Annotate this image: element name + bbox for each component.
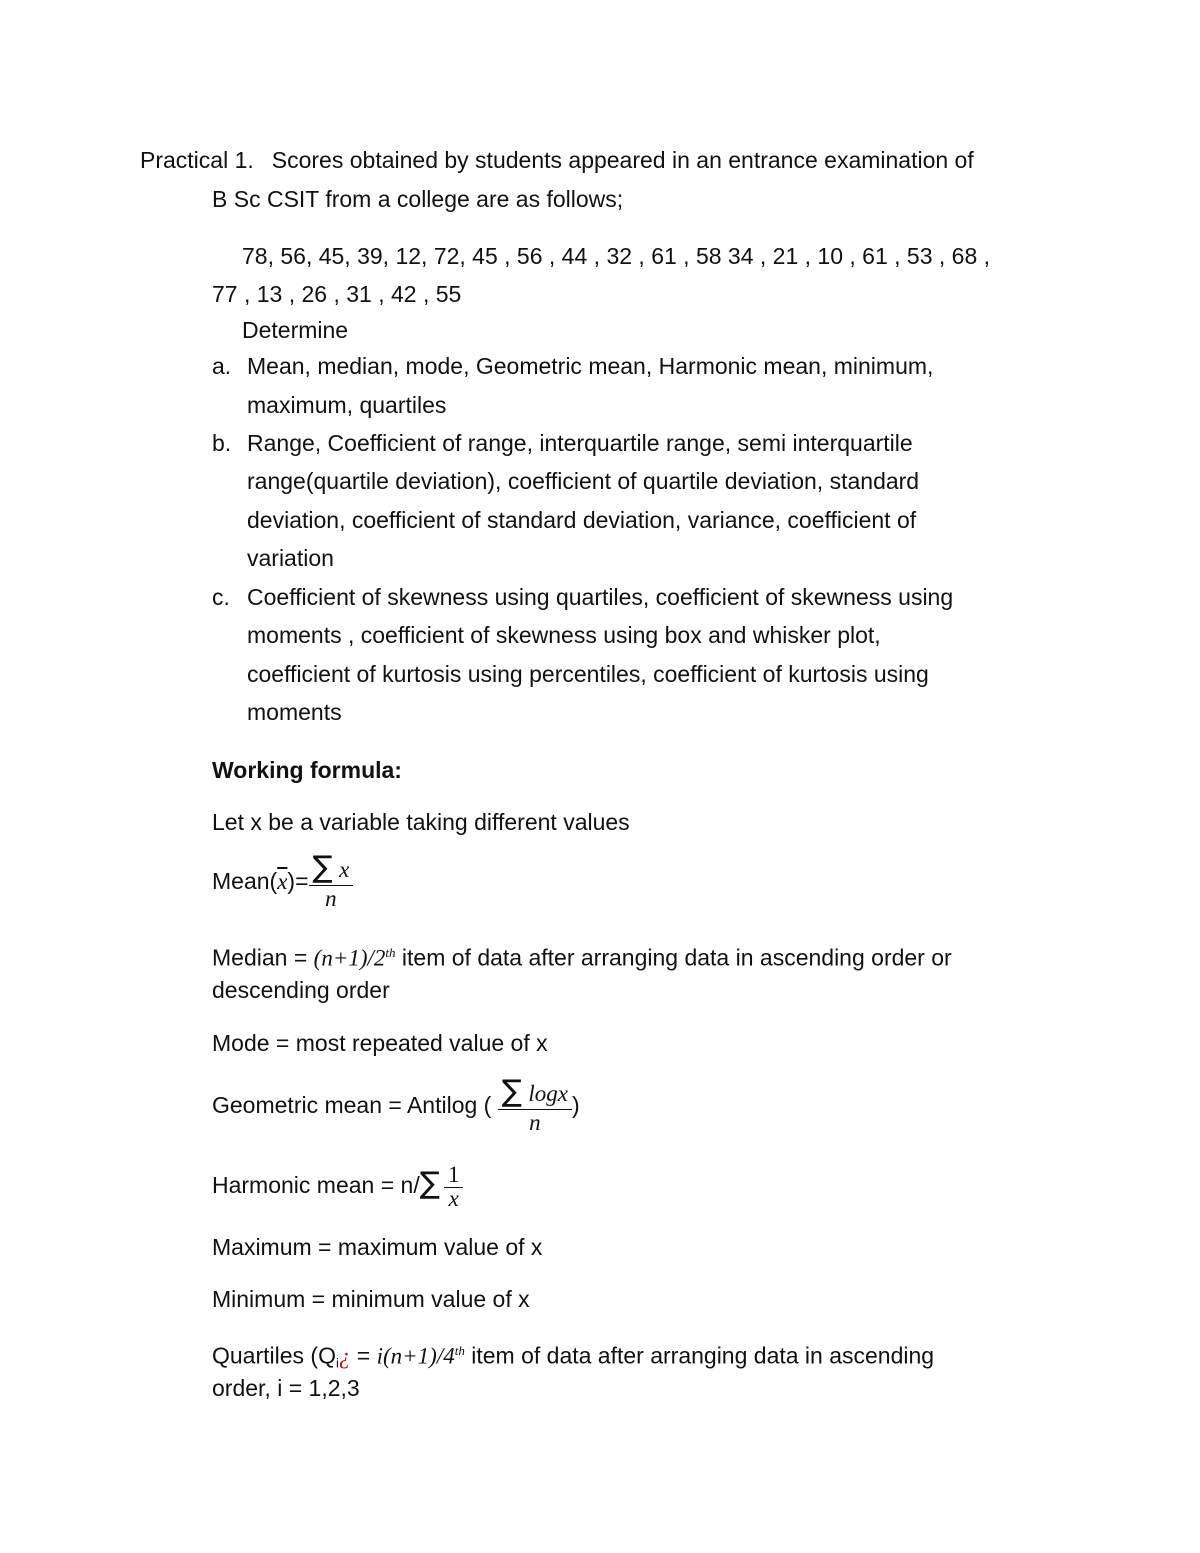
geometric-label: Geometric mean = Antilog ( — [212, 1092, 498, 1118]
quartiles-equals: = — [350, 1342, 377, 1369]
harmonic-label: Harmonic mean = n/ — [212, 1172, 420, 1198]
question-b-line-1: Range, Coefficient of range, interquartile range, semi interquartile — [247, 430, 913, 456]
question-b-line-2: range(quartile deviation), coefficient of quartile deviation, standard — [247, 468, 920, 494]
question-b-line-3: deviation, coefficient of standard deviation, variance, coefficient of — [247, 507, 917, 533]
maximum-formula: Maximum = maximum value of x — [212, 1234, 543, 1260]
practical-title-line-2: B Sc CSIT from a college are as follows; — [212, 186, 624, 212]
geometric-close: ) — [571, 1092, 580, 1118]
data-values-line-2: 77 , 13 , 26 , 31 , 42 , 55 — [212, 281, 462, 307]
question-c-line-4: moments — [247, 699, 342, 725]
mean-numerator-var: x — [339, 857, 350, 883]
question-a-line-1: Mean, median, mode, Geometric mean, Harmonic mean, minimum, — [247, 353, 934, 379]
harmonic-fraction — [444, 1163, 464, 1210]
working-formula-heading: Working formula: — [212, 757, 402, 783]
data-values-line-1: 78, 56, 45, 39, 12, 72, 45 , 56 , 44 , 32 , 61 , 58 34 , 21 , 10 , 61 , 53 , 68 , — [242, 243, 991, 269]
question-a-line-2: maximum, quartiles — [247, 392, 447, 418]
question-b-line-4: variation — [247, 545, 334, 571]
harmonic-denominator: x — [448, 1186, 459, 1212]
question-a-marker: a. — [212, 353, 232, 379]
mean-fraction — [309, 850, 354, 912]
determine-label: Determine — [242, 317, 349, 343]
harmonic-numerator: 1 — [444, 1163, 464, 1188]
median-formula-line-2: descending order — [212, 977, 390, 1003]
mean-equals: )= — [287, 868, 309, 894]
question-c-line-3: coefficient of kurtosis using percentiles, coefficient of kurtosis using — [247, 661, 929, 687]
harmonic-mean-formula — [212, 1155, 463, 1214]
question-c-marker: c. — [212, 584, 230, 610]
median-expression: (n+1)/2 — [313, 945, 386, 971]
practical-title-text: Scores obtained by students appeared in an entrance examination of — [271, 147, 974, 173]
mean-xbar: $\overline{x}$ — [277, 869, 288, 894]
median-superscript: th — [385, 945, 396, 960]
mean-label: Mean( — [212, 868, 278, 894]
mean-formula — [212, 852, 353, 912]
geometric-denominator: n — [529, 1110, 541, 1136]
sigma-icon: ∑ — [419, 1166, 440, 1201]
minimum-formula: Minimum = minimum value of x — [212, 1286, 530, 1312]
quartiles-rest: item of data after arranging data in ascending — [464, 1342, 935, 1369]
sigma-icon: ∑ — [501, 1074, 522, 1110]
sigma-icon: ∑ — [312, 850, 333, 886]
geometric-fraction — [498, 1074, 572, 1136]
quartiles-subscript: i — [335, 1355, 339, 1371]
quartiles-expression: i(n+1)/4 — [376, 1343, 455, 1369]
question-b-marker: b. — [212, 430, 232, 456]
geometric-numerator-var: logx — [528, 1081, 568, 1107]
median-label: Median = — [212, 944, 314, 971]
quartiles-glyph: ¿ — [338, 1343, 351, 1369]
median-formula-line-1 — [212, 938, 952, 974]
quartiles-label: Quartiles (Q — [212, 1342, 336, 1369]
mean-denominator: n — [325, 886, 337, 912]
geometric-mean-formula — [212, 1075, 580, 1136]
quartiles-formula-line-2: order, i = 1,2,3 — [212, 1375, 360, 1401]
variable-intro: Let x be a variable taking different values — [212, 809, 630, 835]
practical-label: Practical 1. — [140, 147, 254, 173]
quartiles-superscript: th — [454, 1343, 465, 1358]
mode-formula: Mode = most repeated value of x — [212, 1030, 548, 1056]
question-c-line-2: moments , coefficient of skewness using box and whisker plot, — [247, 622, 881, 648]
question-c-line-1: Coefficient of skewness using quartiles, coefficient of skewness using — [247, 584, 954, 610]
median-rest: item of data after arranging data in ascending order or — [395, 944, 952, 971]
practical-title-line-1 — [140, 145, 974, 175]
